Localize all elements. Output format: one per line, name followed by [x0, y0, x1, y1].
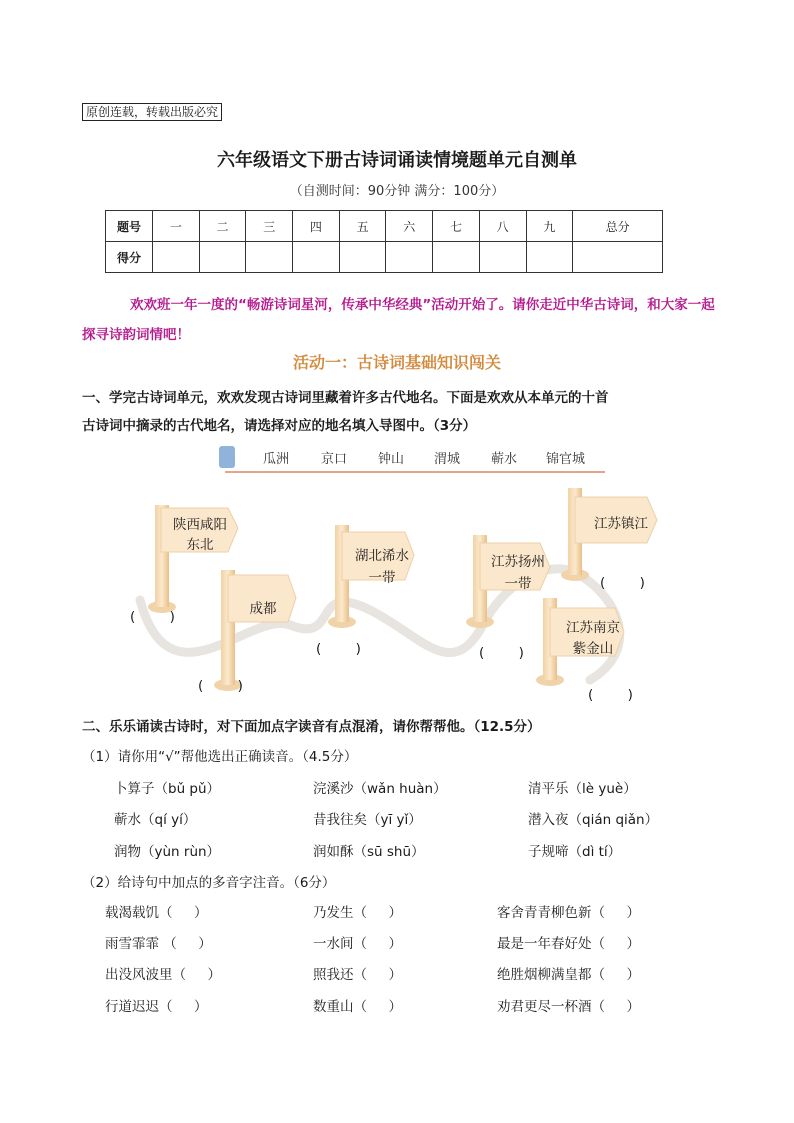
score-cell[interactable]	[573, 242, 663, 273]
answer-blank[interactable]: ( )	[600, 575, 645, 591]
table-cell: 七	[433, 211, 480, 242]
phrase-blank[interactable]: 一水间（ ）	[313, 936, 402, 952]
table-cell: 总分	[573, 211, 663, 242]
phrase-blank[interactable]: 数重山（ ）	[313, 999, 402, 1015]
sign-text: 江苏扬州	[491, 554, 545, 570]
pinyin-choice[interactable]: 潜入夜（qián qiǎn）	[528, 812, 659, 828]
sign-label	[350, 545, 414, 589]
sign-label	[486, 551, 550, 595]
answer-blank[interactable]: ( )	[588, 687, 633, 703]
sign-text: 东北	[186, 537, 214, 553]
score-cell[interactable]	[293, 242, 340, 273]
sign-text: 湖北浠水	[355, 548, 409, 564]
sign-text: 成都	[249, 601, 277, 617]
sign-text: 紫金山	[572, 641, 614, 657]
pinyin-choice[interactable]: 润如酥（sū shū）	[313, 844, 425, 860]
phrase-blank[interactable]: 客舍青青柳色新（ ）	[497, 905, 640, 921]
pinyin-choice[interactable]: 子规啼（dì tí）	[528, 844, 622, 860]
question-2-part-1-title: （1）请你用“√”帮他选出正确读音。（4.5分）	[82, 749, 358, 765]
table-cell: 二	[199, 211, 246, 242]
table-cell: 四	[293, 211, 340, 242]
sign-label	[561, 618, 625, 660]
table-cell: 三	[246, 211, 293, 242]
table-cell: 得分	[106, 242, 153, 273]
page-subtitle: （自测时间：90分钟 满分：100分）	[289, 184, 505, 199]
score-cell[interactable]	[246, 242, 293, 273]
answer-blank[interactable]: ( )	[479, 645, 524, 661]
option-word: 京口	[321, 452, 348, 467]
table-cell: 八	[479, 211, 526, 242]
phrase-blank[interactable]: 行道迟迟（ ）	[105, 999, 208, 1015]
sign-label	[171, 515, 229, 555]
sign-text: 一带	[504, 576, 532, 592]
phrase-blank[interactable]: 雨雪霏霏 （ ）	[105, 936, 212, 952]
pinyin-choice[interactable]: 润物（yùn rùn）	[114, 844, 221, 860]
activity-heading: 活动一：古诗词基础知识闯关	[292, 353, 501, 372]
phrase-blank[interactable]: 出没风波里（ ）	[105, 967, 221, 983]
answer-blank[interactable]: ( )	[198, 678, 243, 694]
table-cell: 一	[153, 211, 200, 242]
question-1-line-2: 古诗词中摘录的古代地名，请选择对应的地名填入导图中。（3分）	[82, 418, 477, 434]
table-cell: 六	[386, 211, 433, 242]
question-2-part-2-title: （2）给诗句中加点的多音字注音。（6分）	[82, 875, 336, 891]
phrase-blank[interactable]: 乃发生（ ）	[313, 905, 402, 921]
answer-blank[interactable]: ( )	[130, 609, 175, 625]
question-2-title: 二、乐乐诵读古诗时，对下面加点字读音有点混淆，请你帮帮他。（12.5分）	[82, 719, 541, 735]
sign-text: 江苏镇江	[594, 516, 648, 532]
table-cell: 题号	[106, 211, 153, 242]
score-table	[105, 210, 663, 273]
phrase-blank[interactable]: 最是一年春好处（ ）	[497, 936, 640, 952]
intro-paragraph: 欢欢班一年一度的“畅游诗词星河，传承中华经典”活动开始了。请你走近中华古诗词，和大家一起探寻诗韵词情吧！	[82, 297, 715, 343]
answer-blank[interactable]: ( )	[316, 641, 361, 657]
score-cell[interactable]	[339, 242, 386, 273]
phrase-blank[interactable]: 载渴载饥（ ）	[105, 905, 208, 921]
question-1-line-1: 一、学完古诗词单元，欢欢发现古诗词里藏着许多古代地名。下面是欢欢从本单元的十首	[82, 390, 609, 406]
option-word: 钟山	[378, 452, 405, 467]
pinyin-choice[interactable]: 浣溪沙（wǎn huàn）	[313, 781, 447, 797]
pinyin-choice[interactable]: 清平乐（lè yuè）	[528, 781, 637, 797]
score-cell[interactable]	[199, 242, 246, 273]
sign-label	[589, 512, 653, 532]
option-word: 渭城	[434, 452, 461, 467]
copyright-stamp: 原创连载，转载出版必究	[82, 103, 222, 121]
sign-text: 江苏南京	[566, 620, 620, 636]
score-cell[interactable]	[479, 242, 526, 273]
score-cell[interactable]	[386, 242, 433, 273]
score-cell[interactable]	[526, 242, 573, 273]
page-title: 六年级语文下册古诗词诵读情境题单元自测单	[217, 150, 577, 171]
sign-text: 一带	[368, 570, 396, 586]
table-cell: 九	[526, 211, 573, 242]
pinyin-choice[interactable]: 昔我往矣（yī yǐ）	[313, 812, 422, 828]
bookmark-icon	[219, 446, 235, 468]
score-cell[interactable]	[153, 242, 200, 273]
option-word: 瓜洲	[263, 452, 290, 467]
option-word: 锦官城	[546, 452, 586, 467]
score-cell[interactable]	[433, 242, 480, 273]
sign-text: 陕西咸阳	[173, 517, 227, 533]
score-table-header-row	[106, 211, 663, 242]
pinyin-choice[interactable]: 卜算子（bǔ pǔ）	[114, 781, 221, 797]
phrase-blank[interactable]: 绝胜烟柳满皇都（ ）	[497, 967, 640, 983]
score-table-score-row	[106, 242, 663, 273]
phrase-blank[interactable]: 劝君更尽一杯酒（ ）	[497, 999, 640, 1015]
pinyin-choice[interactable]: 蕲水（qí yí）	[114, 812, 197, 828]
sign-label	[234, 597, 292, 617]
phrase-blank[interactable]: 照我还（ ）	[313, 967, 402, 983]
table-cell: 五	[339, 211, 386, 242]
option-word: 蕲水	[491, 452, 518, 467]
